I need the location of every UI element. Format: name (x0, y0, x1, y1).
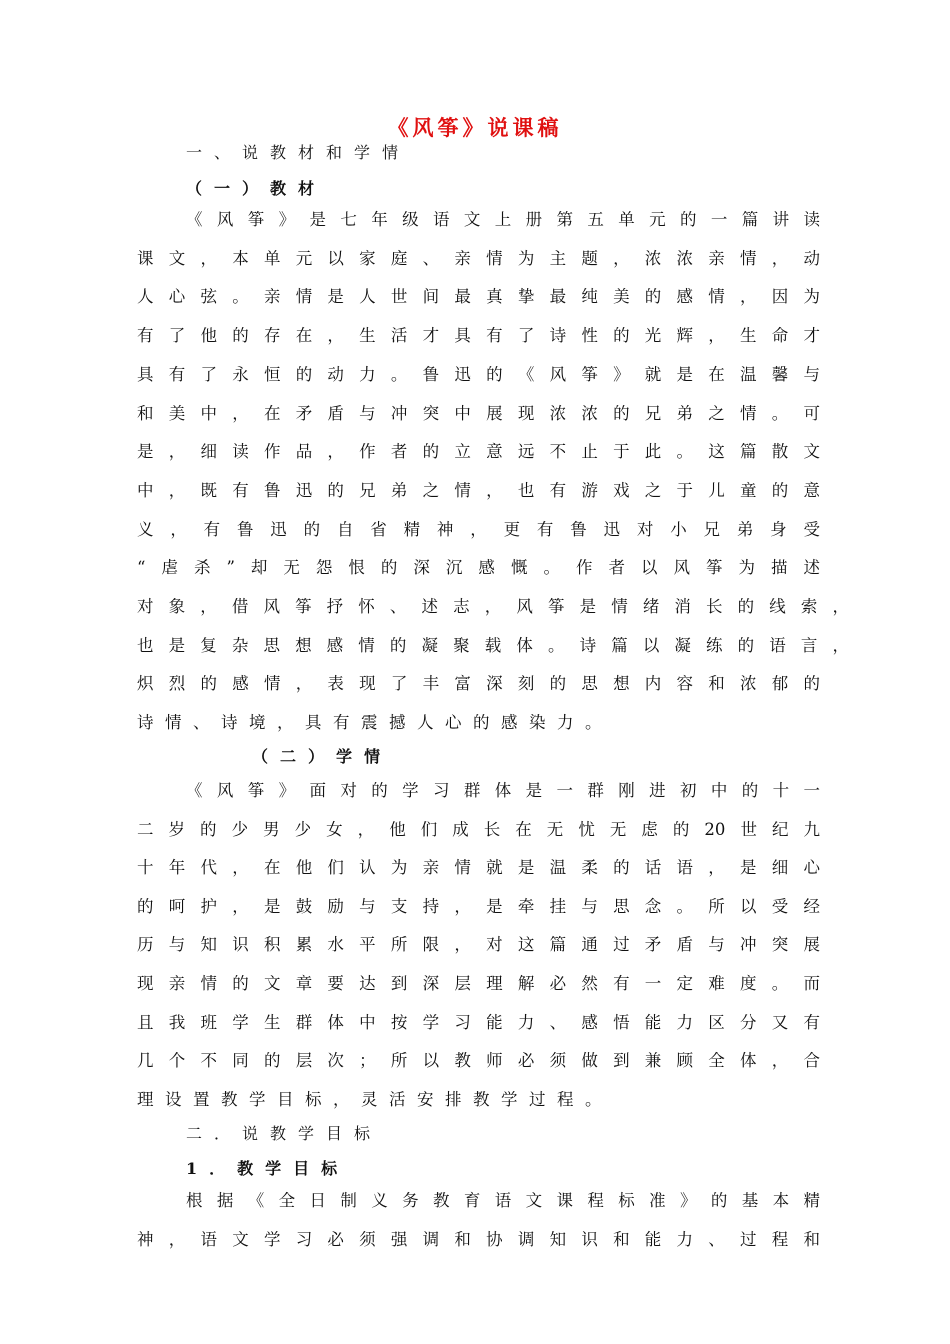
text-line: 现亲情的文章要达到深层理解必然有一定难度。而 (137, 974, 820, 993)
text-line: 义，有鲁迅的自省精神，更有鲁迅对小兄弟身受 (137, 519, 820, 539)
text-line: 神，语文学习必须强调和协调知识和能力、过程和 (137, 1230, 820, 1249)
text-line: 十年代，在他们认为亲情就是温柔的话语，是细心 (137, 858, 820, 878)
text-line: 几个不同的层次；所以教师必须做到兼顾全体，合 (137, 1051, 820, 1071)
text-line: 有了他的存在，生活才具有了诗性的光辉，生命才 (137, 326, 820, 346)
text-line: 具有了永恒的动力。鲁迅的《风筝》就是在温馨与 (137, 364, 820, 384)
section-heading-2: 二．说教学目标 (186, 1124, 383, 1143)
subsection-heading-goals: 1．教学目标 (186, 1159, 350, 1178)
text-line: 课文，本单元以家庭、亲情为主题，浓浓亲情，动 (137, 248, 820, 268)
text-line: 中，既有鲁迅的兄弟之情，也有游戏之于儿童的意 (137, 480, 820, 500)
text-line: 也是复杂思想感情的凝聚载体。诗篇以凝练的语言， (137, 635, 849, 655)
text-line: 且我班学生群体中按学习能力、感悟能力区分又有 (137, 1012, 820, 1032)
text-line: 人心弦。亲情是人世间最真挚最纯美的感情，因为 (137, 287, 820, 307)
text-line: 理设置教学目标，灵活安排教学过程。 (137, 1089, 613, 1109)
text-line: 炽烈的感情，表现了丰富深刻的思想内容和浓郁的 (137, 674, 820, 694)
text-line: 根据《全日制义务教育语文课程标准》的基本精 (186, 1191, 820, 1210)
text-line: 和美中，在矛盾与冲突中展现浓浓的兄弟之情。可 (137, 403, 820, 423)
text-line: 是，细读作品，作者的立意远不止于此。这篇散文 (137, 442, 820, 462)
subsection-heading-students: （二）学情 (252, 747, 393, 766)
text-line: “虐杀”却无怨恨的深沉感慨。作者以风筝为描述 (137, 558, 820, 578)
text-line: 诗情、诗境，具有震撼人心的感染力。 (137, 713, 613, 733)
section-heading-1: 一、说教材和学情 (186, 143, 411, 162)
text-line: 的呵护，是鼓励与支持，是牵挂与思念。所以受经 (137, 896, 820, 916)
text-line: 《风筝》是七年级语文上册第五单元的一篇讲读 (186, 210, 820, 229)
text-line: 对象，借风筝抒怀、述志，风筝是情绪消长的线索， (137, 597, 849, 616)
text-line: 二岁的少男少女，他们成长在无忧无虑的20世纪九 (137, 819, 820, 839)
document-title: 《风筝》说课稿 (387, 115, 563, 140)
subsection-heading-textbook: （一）教材 (186, 179, 327, 198)
text-line: 《风筝》面对的学习群体是一群刚进初中的十一 (186, 781, 820, 800)
text-line: 历与知识积累水平所限，对这篇通过矛盾与冲突展 (137, 935, 820, 955)
